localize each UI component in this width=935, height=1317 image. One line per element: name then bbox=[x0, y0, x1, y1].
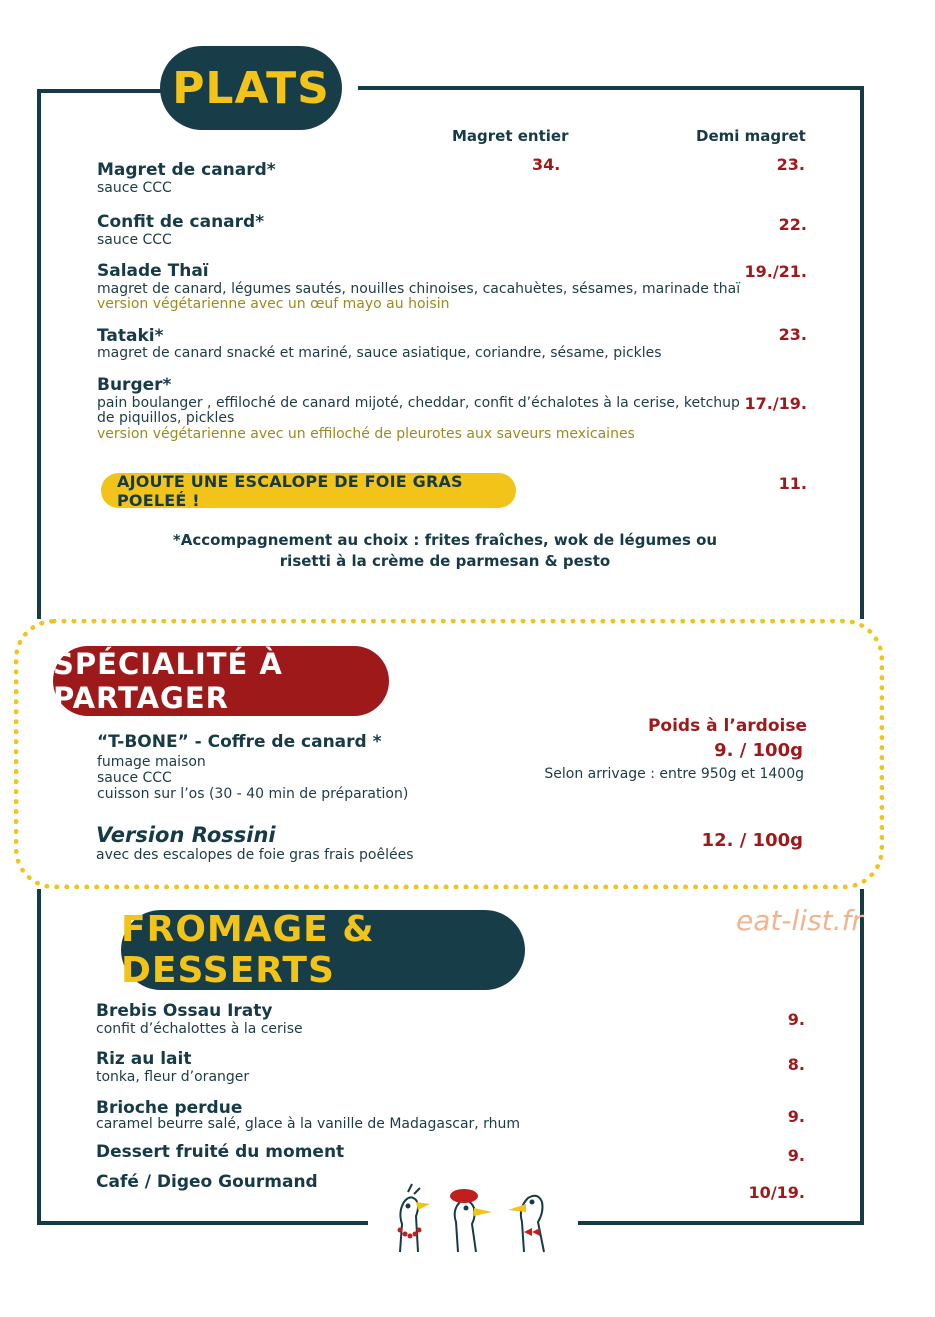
goose-beak-icon bbox=[474, 1208, 492, 1216]
tbone-name: “T-BONE” - Coffre de canard * bbox=[97, 732, 382, 752]
dish-name: Confit de canard* bbox=[97, 212, 265, 232]
dish-veg: version végétarienne avec un œuf mayo au hoisin bbox=[97, 296, 450, 312]
dessert-price: 9. bbox=[787, 1146, 805, 1165]
dish-name: Burger* bbox=[97, 375, 172, 395]
beret-icon bbox=[450, 1189, 478, 1203]
dish-price: 23. bbox=[778, 325, 807, 344]
bowtie-icon bbox=[524, 1228, 540, 1236]
dessert-desc: tonka, fleur d’oranger bbox=[96, 1069, 250, 1085]
tbone-price: 9. / 100g bbox=[714, 740, 803, 761]
accompaniment-note bbox=[150, 530, 740, 572]
frame-left-bottom bbox=[37, 889, 41, 1225]
dish-veg: version végétarienne avec un effiloché de pleurotes aux saveurs mexicaines bbox=[97, 426, 635, 442]
accomp-line: risetti à la crème de parmesan & pesto bbox=[279, 552, 611, 570]
frame-left-top bbox=[37, 89, 41, 619]
frame-right-top bbox=[860, 86, 864, 619]
banner-price: 11. bbox=[778, 474, 807, 493]
dessert-name: Café / Digeo Gourmand bbox=[96, 1172, 318, 1192]
dessert-name: Brebis Ossau Iraty bbox=[96, 1001, 273, 1021]
col-header-entier: Magret entier bbox=[452, 127, 569, 145]
dessert-price: 9. bbox=[787, 1107, 805, 1126]
dessert-name: Brioche perdue bbox=[96, 1098, 243, 1118]
rossini-price: 12. / 100g bbox=[701, 830, 803, 851]
dish-price: 22. bbox=[778, 215, 807, 234]
frame-top-left bbox=[37, 89, 161, 93]
goose-beak-icon bbox=[416, 1202, 430, 1210]
goose-right-icon bbox=[521, 1196, 544, 1252]
plats-title: PLATS bbox=[160, 46, 342, 130]
dish-price: 17./19. bbox=[744, 394, 807, 413]
frame-right-bottom bbox=[860, 889, 864, 1225]
dish-desc: pain boulanger , effiloché de canard mijoté, cheddar, confit d’échalotes à la cerise, ketchup bbox=[97, 395, 740, 411]
frame-top-right bbox=[358, 86, 864, 90]
dish-desc: sauce CCC bbox=[97, 180, 172, 196]
dessert-price: 9. bbox=[787, 1010, 805, 1029]
foie-gras-banner: AJOUTE UNE ESCALOPE DE FOIE GRAS POELEÉ ! bbox=[101, 473, 516, 508]
rossini-desc: avec des escalopes de foie gras frais poêlées bbox=[96, 847, 414, 863]
frame-bottom-left bbox=[37, 1221, 368, 1225]
dessert-price: 10/19. bbox=[748, 1183, 805, 1202]
watermark: eat-list.fr bbox=[736, 904, 863, 937]
tbone-price-label: Poids à l’ardoise bbox=[647, 716, 807, 736]
dessert-desc: caramel beurre salé, glace à la vanille de Madagascar, rhum bbox=[96, 1116, 521, 1132]
dish-desc: sauce CCC bbox=[97, 232, 172, 248]
dish-name: Tataki* bbox=[97, 326, 164, 346]
dish-price: 19./21. bbox=[744, 262, 807, 281]
dish-desc-line2: de piquillos, pickles bbox=[97, 410, 235, 426]
dessert-name: Dessert fruité du moment bbox=[96, 1142, 345, 1162]
dessert-price: 8. bbox=[787, 1055, 805, 1074]
col-header-demi: Demi magret bbox=[696, 127, 806, 145]
desserts-title: FROMAGE & DESSERTS bbox=[121, 910, 525, 990]
dish-desc: magret de canard snacké et mariné, sauce asiatique, coriandre, sésame, pickles bbox=[97, 345, 662, 361]
dish-name: Magret de canard* bbox=[97, 160, 276, 180]
dish-price-entier: 34. bbox=[532, 155, 561, 174]
accomp-line: *Accompagnement au choix : frites fraîches, wok de légumes ou bbox=[172, 531, 718, 549]
tbone-desc: cuisson sur l’os (30 - 40 min de préparation) bbox=[97, 786, 409, 802]
dish-price-demi: 23. bbox=[776, 155, 805, 174]
tbone-desc: fumage maison bbox=[97, 754, 206, 770]
dessert-name: Riz au lait bbox=[96, 1049, 192, 1069]
goose-beak-icon bbox=[508, 1204, 526, 1212]
dish-name: Salade Thaï bbox=[97, 261, 209, 281]
dish-desc: magret de canard, légumes sautés, nouilles chinoises, cacahuètes, sésames, marinade thaï bbox=[97, 281, 741, 297]
tbone-note: Selon arrivage : entre 950g et 1400g bbox=[544, 766, 804, 782]
specialite-title: SPÉCIALITÉ À PARTAGER bbox=[53, 646, 389, 716]
frame-bottom-right bbox=[578, 1221, 864, 1225]
goose-left-icon bbox=[400, 1184, 420, 1252]
dessert-desc: confit d’échalottes à la cerise bbox=[96, 1021, 303, 1037]
goose-middle-icon bbox=[455, 1201, 476, 1252]
geese-illustration bbox=[386, 1182, 556, 1254]
rossini-name: Version Rossini bbox=[96, 823, 276, 847]
tbone-desc: sauce CCC bbox=[97, 770, 172, 786]
